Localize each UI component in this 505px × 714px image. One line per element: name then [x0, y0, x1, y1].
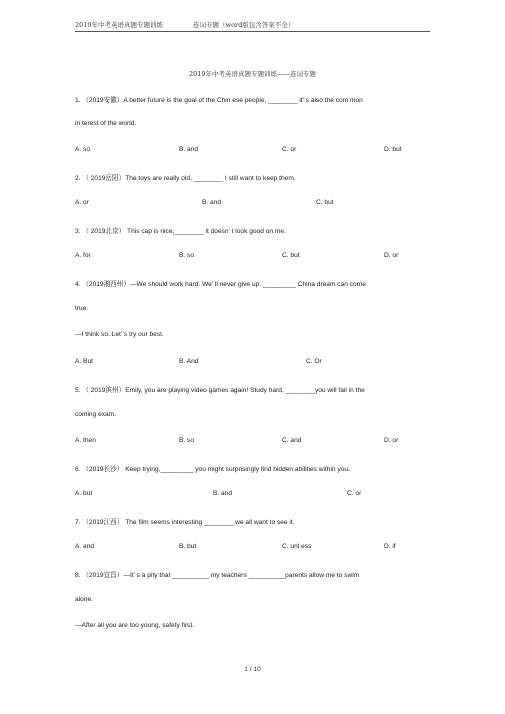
question-4-line-1: 4. （2019湘西州）—We should work hard. We’ ll never give up. _________ China dream can come — [75, 281, 366, 288]
option-c: C. and — [282, 437, 302, 444]
question-8-line-3: —After all you are too young, safety first. — [75, 622, 195, 629]
option-c: C. Or — [306, 358, 322, 365]
header-right-text: 连词专题（word版包含答案不全） — [193, 21, 295, 29]
option-b: B. And — [179, 358, 199, 365]
question-5-line-1: 5. （ 2019滨州）Emily, you are playing video games again! Study hard, ________you will fail in the — [75, 387, 365, 394]
question-7-line-1: 7. （2019江西） The film seems interesting ________ we all want to see it. — [75, 519, 295, 526]
option-d: D. or — [384, 252, 399, 259]
option-a: A. or — [75, 199, 89, 206]
question-3-options — [75, 252, 435, 262]
question-6-line-1: 6. （2019长沙） Keep trying,_________ you might surprisingly find hidden abilities within you. — [75, 466, 350, 473]
question-7-options — [75, 543, 435, 553]
question-5-line-2: coming exam. — [75, 411, 117, 418]
question-4-line-3: —I think so. Let’ s try our best. — [75, 331, 164, 338]
document-title: 2019年中考英语真题专题训练——连词专题 — [188, 70, 317, 78]
option-c: C. or — [282, 146, 297, 153]
question-8-line-1: 8. （2019宜昌）—It’ s a pity that __________ my teachers __________parents allow me to swim — [75, 572, 360, 579]
question-4-line-2: true. — [75, 305, 89, 312]
option-b: B. and — [202, 199, 222, 206]
option-d: D. but — [384, 146, 402, 153]
question-4-options — [75, 358, 435, 368]
question-2-options — [75, 199, 435, 209]
question-1-options — [75, 146, 435, 156]
running-header — [75, 20, 430, 29]
option-b: B. but — [179, 543, 197, 550]
option-c: C. unl ess — [282, 543, 312, 550]
header-rule — [75, 31, 430, 32]
option-b: B. so — [179, 437, 195, 444]
question-2-line-1: 2. （ 2019岳阳）The toys are really old, ________ I still want to keep them. — [75, 175, 296, 182]
option-a: A. But — [75, 358, 93, 365]
question-1-line-1: 1. （2019安徽）A better future is the goal of the Chin ese people, ________ it’ s also the com mon — [75, 97, 363, 104]
question-5-options — [75, 437, 435, 447]
option-a: A. and — [75, 543, 95, 550]
option-c: C. but — [316, 199, 334, 206]
question-8-line-2: alone. — [75, 596, 93, 603]
question-3-line-1: 3. （ 2019北京） This cap is nice,________ it doesn’ t look good on me. — [75, 228, 286, 235]
option-b: B. and — [179, 146, 199, 153]
option-a: A. for — [75, 252, 91, 259]
option-a: A. then — [75, 437, 96, 444]
option-a: A. but — [75, 490, 93, 497]
question-6-options — [75, 490, 435, 500]
option-d: D. if — [384, 543, 396, 550]
option-b: B. and — [213, 490, 233, 497]
page-number: 1 / 10 — [244, 666, 261, 673]
option-d: D. or — [384, 437, 399, 444]
header-left-text: 2019年中考英语真题专题训练 — [75, 21, 164, 29]
option-a: A. so — [75, 146, 91, 153]
option-c: C. but — [282, 252, 300, 259]
question-1-line-2: in terest of the world. — [75, 120, 137, 127]
option-c: C. or — [347, 490, 362, 497]
option-b: B. so — [179, 252, 195, 259]
